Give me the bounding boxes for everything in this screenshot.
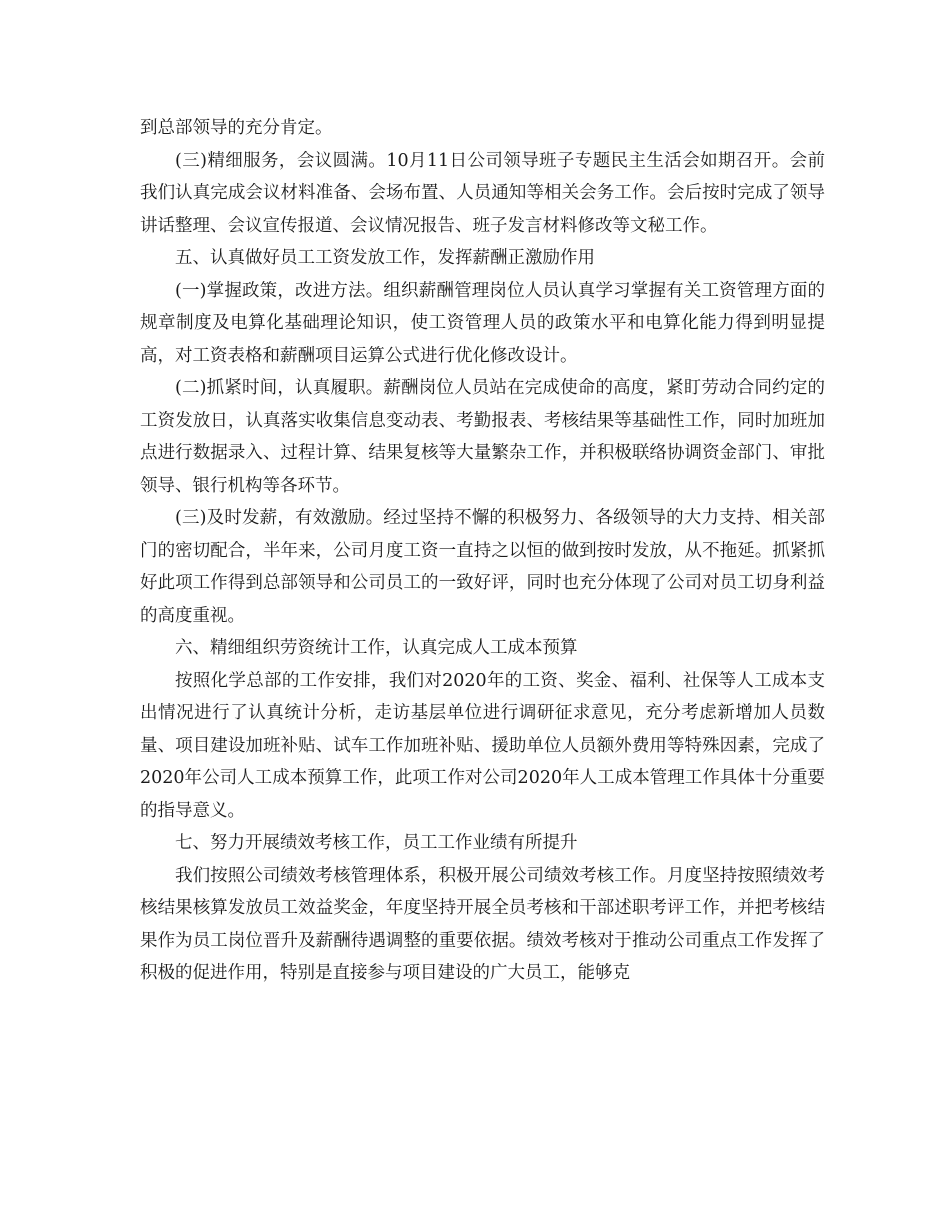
paragraph-continuation: 到总部领导的充分肯定。 <box>140 118 333 138</box>
paragraph-policy: (一)掌握政策，改进方法。组织薪酬管理岗位人员认真学习掌握有关工资管理方面的规章制度及电算化基础理论知识，使工资管理人员的政策水平和电算化能力得到明显提高，对工资表格和薪酬项目运算公式进行优化修改设计。 <box>140 280 825 366</box>
paragraph-meeting-service: (三)精细服务，会议圆满。10月11日公司领导班子专题民主生活会如期召开。会前我们认真完成会议材料准备、会场布置、人员通知等相关会务工作。会后按时完成了领导讲话整理、会议宣传报道、会议情况报告、班子发言材料修改等文秘工作。 <box>140 150 825 236</box>
section-heading-six: 六、精细组织劳资统计工作，认真完成人工成本预算 <box>175 638 578 658</box>
paragraph-budget: 按照化学总部的工作安排，我们对2020年的工资、奖金、福利、社保等人工成本支出情况进行了认真统计分析，走访基层单位进行调研征求意见，充分考虑新增加人员数量、项目建设加班补贴、试车工作加班补贴、援助单位人员额外费用等特殊因素，完成了2020年公司人工成本预算工作，此项工作对公司2020年人工成本管理工作具体十分重要的指导意义。 <box>140 670 825 821</box>
paragraph-payment: (三)及时发薪，有效激励。经过坚持不懈的积极努力、各级领导的大力支持、相关部门的密切配合，半年来，公司月度工资一直持之以恒的做到按时发放，从不拖延。抓紧抓好此项工作得到总部领导和公司员工的一致好评，同时也充分体现了公司对员工切身利益的高度重视。 <box>140 508 825 626</box>
section-heading-seven: 七、努力开展绩效考核工作，员工工作业绩有所提升 <box>175 833 578 853</box>
paragraph-time: (二)抓紧时间，认真履职。薪酬岗位人员站在完成使命的高度，紧盯劳动合同约定的工资发放日，认真落实收集信息变动表、考勤报表、考核结果等基础性工作，同时加班加点进行数据录入、过程计算、结果复核等大量繁杂工作，并积极联络协调资金部门、审批领导、银行机构等各环节。 <box>140 378 825 496</box>
paragraph-performance: 我们按照公司绩效考核管理体系，积极开展公司绩效考核工作。月度坚持按照绩效考核结果核算发放员工效益奖金，年度坚持开展全员考核和干部述职考评工作，并把考核结果作为员工岗位晋升及薪酬待遇调整的重要依据。绩效考核对于推动公司重点工作发挥了积极的促进作用，特别是直接参与项目建设的广大员工，能够克 <box>140 865 825 983</box>
document-body <box>140 112 825 990</box>
section-heading-five: 五、认真做好员工工资发放工作，发挥薪酬正激励作用 <box>175 248 595 268</box>
